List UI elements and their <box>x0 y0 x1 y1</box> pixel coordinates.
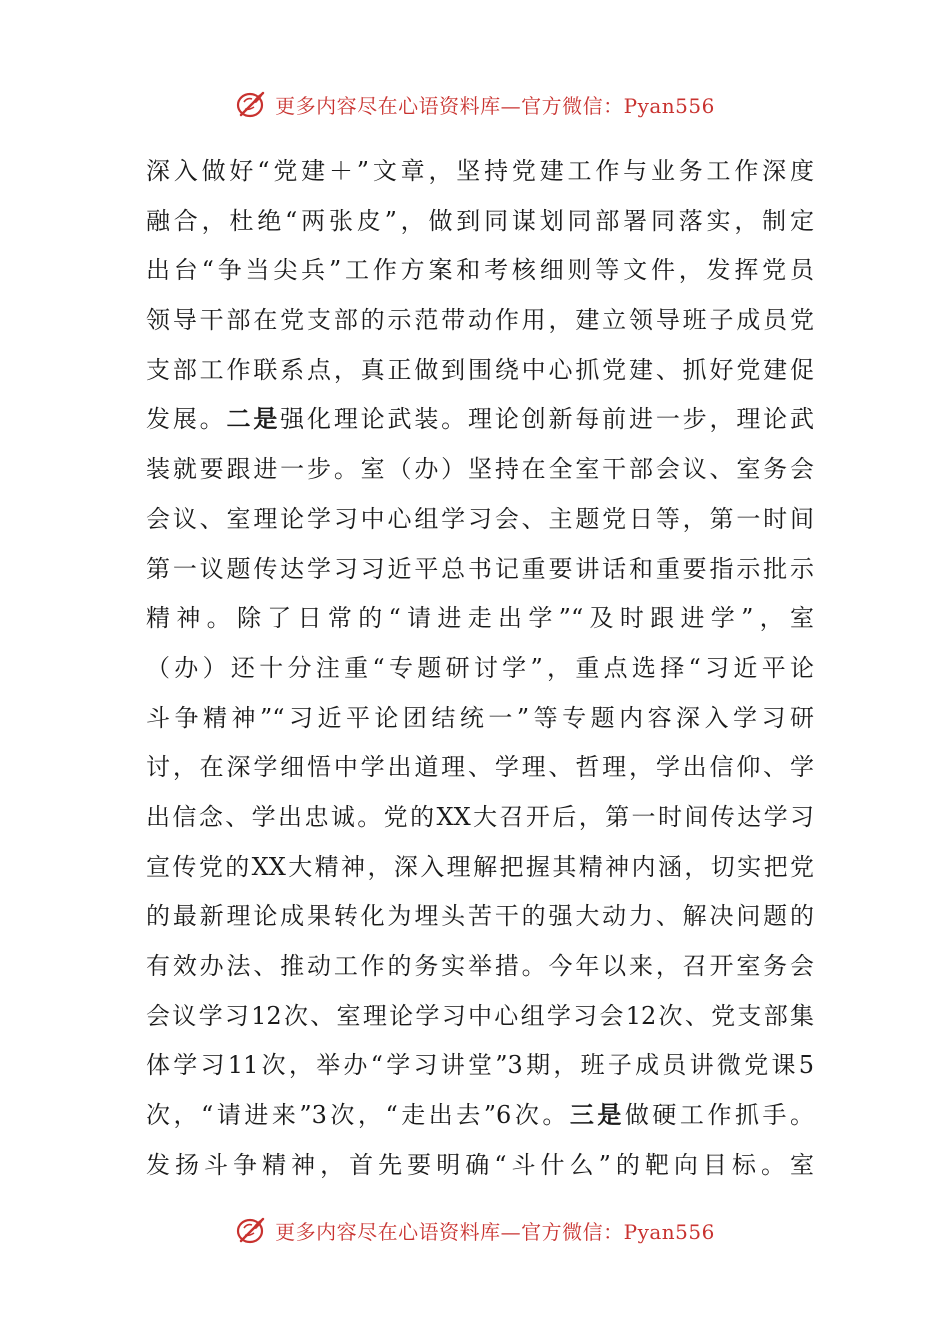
text-segment: 体学习11次，举办“学习讲堂”3期，班子成员讲微党课5 <box>146 1051 814 1080</box>
text-segment: 的最新理论成果转化为埋头苦干的强大动力、解决问题的 <box>146 902 814 931</box>
bold-marker-text: 三是 <box>569 1101 625 1130</box>
text-line <box>146 246 814 296</box>
text-segment: 精神。除了日常的“请进走出学”“及时跟进学”，室 <box>146 604 814 633</box>
text-segment: 深入做好“党建＋”文章，坚持党建工作与业务工作深度 <box>146 157 814 185</box>
text-line <box>146 495 814 545</box>
text-segment: 会议、室理论学习中心组学习会、主题党日等，第一时间 <box>146 504 814 533</box>
text-line <box>146 1041 814 1091</box>
text-line <box>146 545 814 595</box>
text-segment: 做硬工作抓手。 <box>624 1101 814 1130</box>
text-line <box>146 743 814 793</box>
text-segment: 融合，杜绝“两张皮”，做到同谋划同部署同落实，制定 <box>146 206 814 235</box>
text-line <box>146 296 814 346</box>
text-line <box>146 942 814 992</box>
text-line <box>146 992 814 1042</box>
text-segment: 出台“争当尖兵”工作方案和考核细则等文件，发挥党员 <box>146 256 814 285</box>
text-line <box>146 346 814 396</box>
text-line <box>146 644 814 694</box>
quill-pen-logo-icon <box>235 1215 269 1245</box>
text-segment: 次，“请进来”3次，“走出去”6次。 <box>146 1101 570 1130</box>
watermark-text: 更多内容尽在心语资料库—官方微信：Pyan556 <box>275 1219 715 1244</box>
text-segment: 会议学习12次、室理论学习中心组学习会12次、党支部集 <box>146 1001 814 1030</box>
text-segment: 支部工作联系点，真正做到围绕中心抓党建、抓好党建促 <box>146 355 814 384</box>
text-segment: 宣传党的XX大精神，深入理解把握其精神内涵，切实把党 <box>146 852 814 881</box>
watermark-text: 更多内容尽在心语资料库—官方微信：Pyan556 <box>275 93 715 118</box>
text-segment: 有效办法、推动工作的务实举措。今年以来，召开室务会 <box>146 952 814 980</box>
footer-watermark <box>0 1212 950 1248</box>
text-line <box>146 793 814 843</box>
text-segment: 领导干部在党支部的示范带动作用，建立领导班子成员党 <box>146 306 814 335</box>
text-line <box>146 694 814 744</box>
quill-pen-logo-icon <box>235 89 269 119</box>
text-line <box>146 445 814 495</box>
text-line <box>146 1091 814 1141</box>
text-segment: 发扬斗争精神，首先要明确“斗什么”的靶向目标。室 <box>146 1150 814 1179</box>
text-line <box>146 594 814 644</box>
text-line <box>146 1141 814 1191</box>
text-segment: 发展。 <box>146 405 227 434</box>
text-segment: 讨，在深学细悟中学出道理、学理、哲理，学出信仰、学 <box>146 753 814 782</box>
header-watermark <box>0 86 950 122</box>
text-line <box>146 395 814 445</box>
text-line <box>146 197 814 247</box>
text-segment: 斗争精神”“习近平论团结统一”等专题内容深入学习研 <box>146 703 814 732</box>
text-segment: 强化理论武装。理论创新每前进一步，理论武 <box>280 405 815 434</box>
bold-marker-text: 二是 <box>226 405 281 434</box>
text-line <box>146 892 814 942</box>
text-line <box>146 843 814 893</box>
text-line <box>146 147 814 197</box>
text-segment: 第一议题传达学习习近平总书记重要讲话和重要指示批示 <box>146 554 814 583</box>
document-body <box>146 147 814 1190</box>
text-segment: （办）还十分注重“专题研讨学”，重点选择“习近平论 <box>146 653 814 682</box>
text-segment: 出信念、学出忠诚。党的XX大召开后，第一时间传达学习 <box>146 802 814 831</box>
text-segment: 装就要跟进一步。室（办）坚持在全室干部会议、室务会 <box>146 455 814 484</box>
